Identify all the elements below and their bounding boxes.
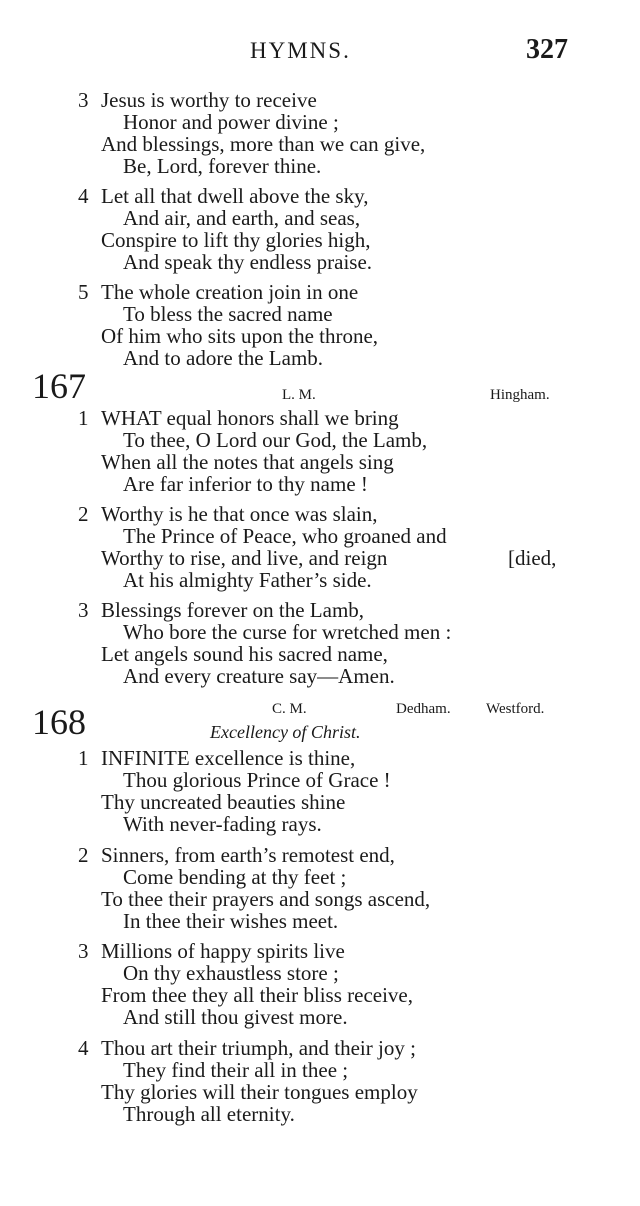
verse-line xyxy=(0,110,640,134)
verse-line xyxy=(0,184,640,208)
verse-line xyxy=(0,1058,640,1082)
verse-text: Thou art their triumph, and their joy ; xyxy=(101,1036,416,1060)
stanza-number: 3 xyxy=(78,598,89,622)
verse-line xyxy=(0,887,640,911)
verse-text: They find their all in thee ; xyxy=(123,1058,349,1082)
verse-text: From thee they all their bliss receive, xyxy=(101,983,413,1007)
verse-line xyxy=(0,1036,640,1060)
stanza-number: 1 xyxy=(78,746,89,770)
verse-line xyxy=(0,154,640,178)
verse-text: And speak thy endless praise. xyxy=(123,250,373,274)
verse-text: Are far inferior to thy name ! xyxy=(123,472,368,496)
verse-line xyxy=(0,768,640,792)
verse-line xyxy=(0,983,640,1007)
running-title: HYMNS. xyxy=(250,38,351,63)
verse-text: Through all eternity. xyxy=(123,1102,295,1126)
tune-name: Westford. xyxy=(486,701,545,717)
verse-text: To thee their prayers and songs ascend, xyxy=(101,887,431,911)
verse-line xyxy=(0,664,640,688)
verse-line xyxy=(0,472,640,496)
verse-line xyxy=(0,450,640,474)
verse-line xyxy=(0,302,640,326)
verse-text: Thy glories will their tongues employ xyxy=(101,1080,418,1104)
verse-text: Conspire to lift thy glories high, xyxy=(101,228,371,252)
verse-text: Jesus is worthy to receive xyxy=(101,88,317,112)
verse-text: Let angels sound his sacred name, xyxy=(101,642,388,666)
verse-line xyxy=(0,280,640,304)
turnover-word: [died, xyxy=(508,546,557,570)
verse-text: Thy uncreated beauties shine xyxy=(101,790,346,814)
verse-line xyxy=(0,206,640,230)
stanza-number: 3 xyxy=(78,939,89,963)
stanza-number: 1 xyxy=(78,406,89,430)
stanza-number: 5 xyxy=(78,280,89,304)
verse-text: WHAT equal honors shall we bring xyxy=(101,406,399,430)
verse-text: Thou glorious Prince of Grace ! xyxy=(123,768,391,792)
meter-label: L. M. xyxy=(282,387,316,403)
verse-text: Worthy to rise, and live, and reign xyxy=(101,546,388,570)
verse-line xyxy=(0,1102,640,1126)
verse-line xyxy=(0,228,640,252)
verse-line xyxy=(0,250,640,274)
verse-text: Honor and power divine ; xyxy=(123,110,339,134)
verse-text: Of him who sits upon the throne, xyxy=(101,324,379,348)
verse-text: And to adore the Lamb. xyxy=(123,346,324,370)
verse-line xyxy=(0,502,640,526)
verse-text: To thee, O Lord our God, the Lamb, xyxy=(123,428,428,452)
stanza-number: 2 xyxy=(78,843,89,867)
verse-text: And every creature say—Amen. xyxy=(123,664,395,688)
verse-line xyxy=(0,546,640,570)
verse-text: Blessings forever on the Lamb, xyxy=(101,598,365,622)
verse-line xyxy=(0,939,640,963)
verse-text: At his almighty Father’s side. xyxy=(123,568,372,592)
verse-text: Millions of happy spirits live xyxy=(101,939,345,963)
verse-text: Worthy is he that once was slain, xyxy=(101,502,378,526)
verse-line xyxy=(0,865,640,889)
verse-text: And still thou givest more. xyxy=(123,1005,348,1029)
verse-line xyxy=(0,324,640,348)
verse-line xyxy=(0,620,640,644)
verse-text: Be, Lord, forever thine. xyxy=(123,154,322,178)
hymn-subtitle: Excellency of Christ. xyxy=(210,722,361,742)
verse-line xyxy=(0,843,640,867)
stanza-number: 2 xyxy=(78,502,89,526)
running-header xyxy=(0,34,640,78)
verse-text: INFINITE excellence is thine, xyxy=(101,746,356,770)
verse-line xyxy=(0,524,640,548)
verse-text: The Prince of Peace, who groaned and xyxy=(123,524,447,548)
verse-line xyxy=(0,346,640,370)
verse-text: Sinners, from earth’s remotest end, xyxy=(101,843,395,867)
hymn-number: 168 xyxy=(32,702,86,742)
verse-line xyxy=(0,746,640,770)
stanza-number: 4 xyxy=(78,184,89,208)
verse-text: Come bending at thy feet ; xyxy=(123,865,347,889)
verse-line xyxy=(0,790,640,814)
verse-text: When all the notes that angels sing xyxy=(101,450,394,474)
verse-text: Let all that dwell above the sky, xyxy=(101,184,369,208)
verse-text: And blessings, more than we can give, xyxy=(101,132,426,156)
stanza-number: 4 xyxy=(78,1036,89,1060)
verse-line xyxy=(0,961,640,985)
verse-line xyxy=(0,1005,640,1029)
verse-line xyxy=(0,88,640,112)
verse-line xyxy=(0,1080,640,1104)
verse-text: And air, and earth, and seas, xyxy=(123,206,361,230)
stanza-number: 3 xyxy=(78,88,89,112)
verse-line xyxy=(0,598,640,622)
verse-text: To bless the sacred name xyxy=(123,302,333,326)
tune-name: Hingham. xyxy=(490,387,550,403)
verse-text: In thee their wishes meet. xyxy=(123,909,339,933)
hymn-number: 167 xyxy=(32,366,86,406)
verse-line xyxy=(0,406,640,430)
verse-text: On thy exhaustless store ; xyxy=(123,961,339,985)
tune-name: Dedham. xyxy=(396,701,451,717)
verse-line xyxy=(0,812,640,836)
verse-text: The whole creation join in one xyxy=(101,280,359,304)
verse-line xyxy=(0,428,640,452)
verse-line xyxy=(0,642,640,666)
verse-line xyxy=(0,909,640,933)
verse-line xyxy=(0,568,640,592)
verse-text: With never-fading rays. xyxy=(123,812,322,836)
page-number: 327 xyxy=(526,34,568,65)
verse-text: Who bore the curse for wretched men : xyxy=(123,620,452,644)
verse-line xyxy=(0,132,640,156)
meter-label: C. M. xyxy=(272,701,307,717)
